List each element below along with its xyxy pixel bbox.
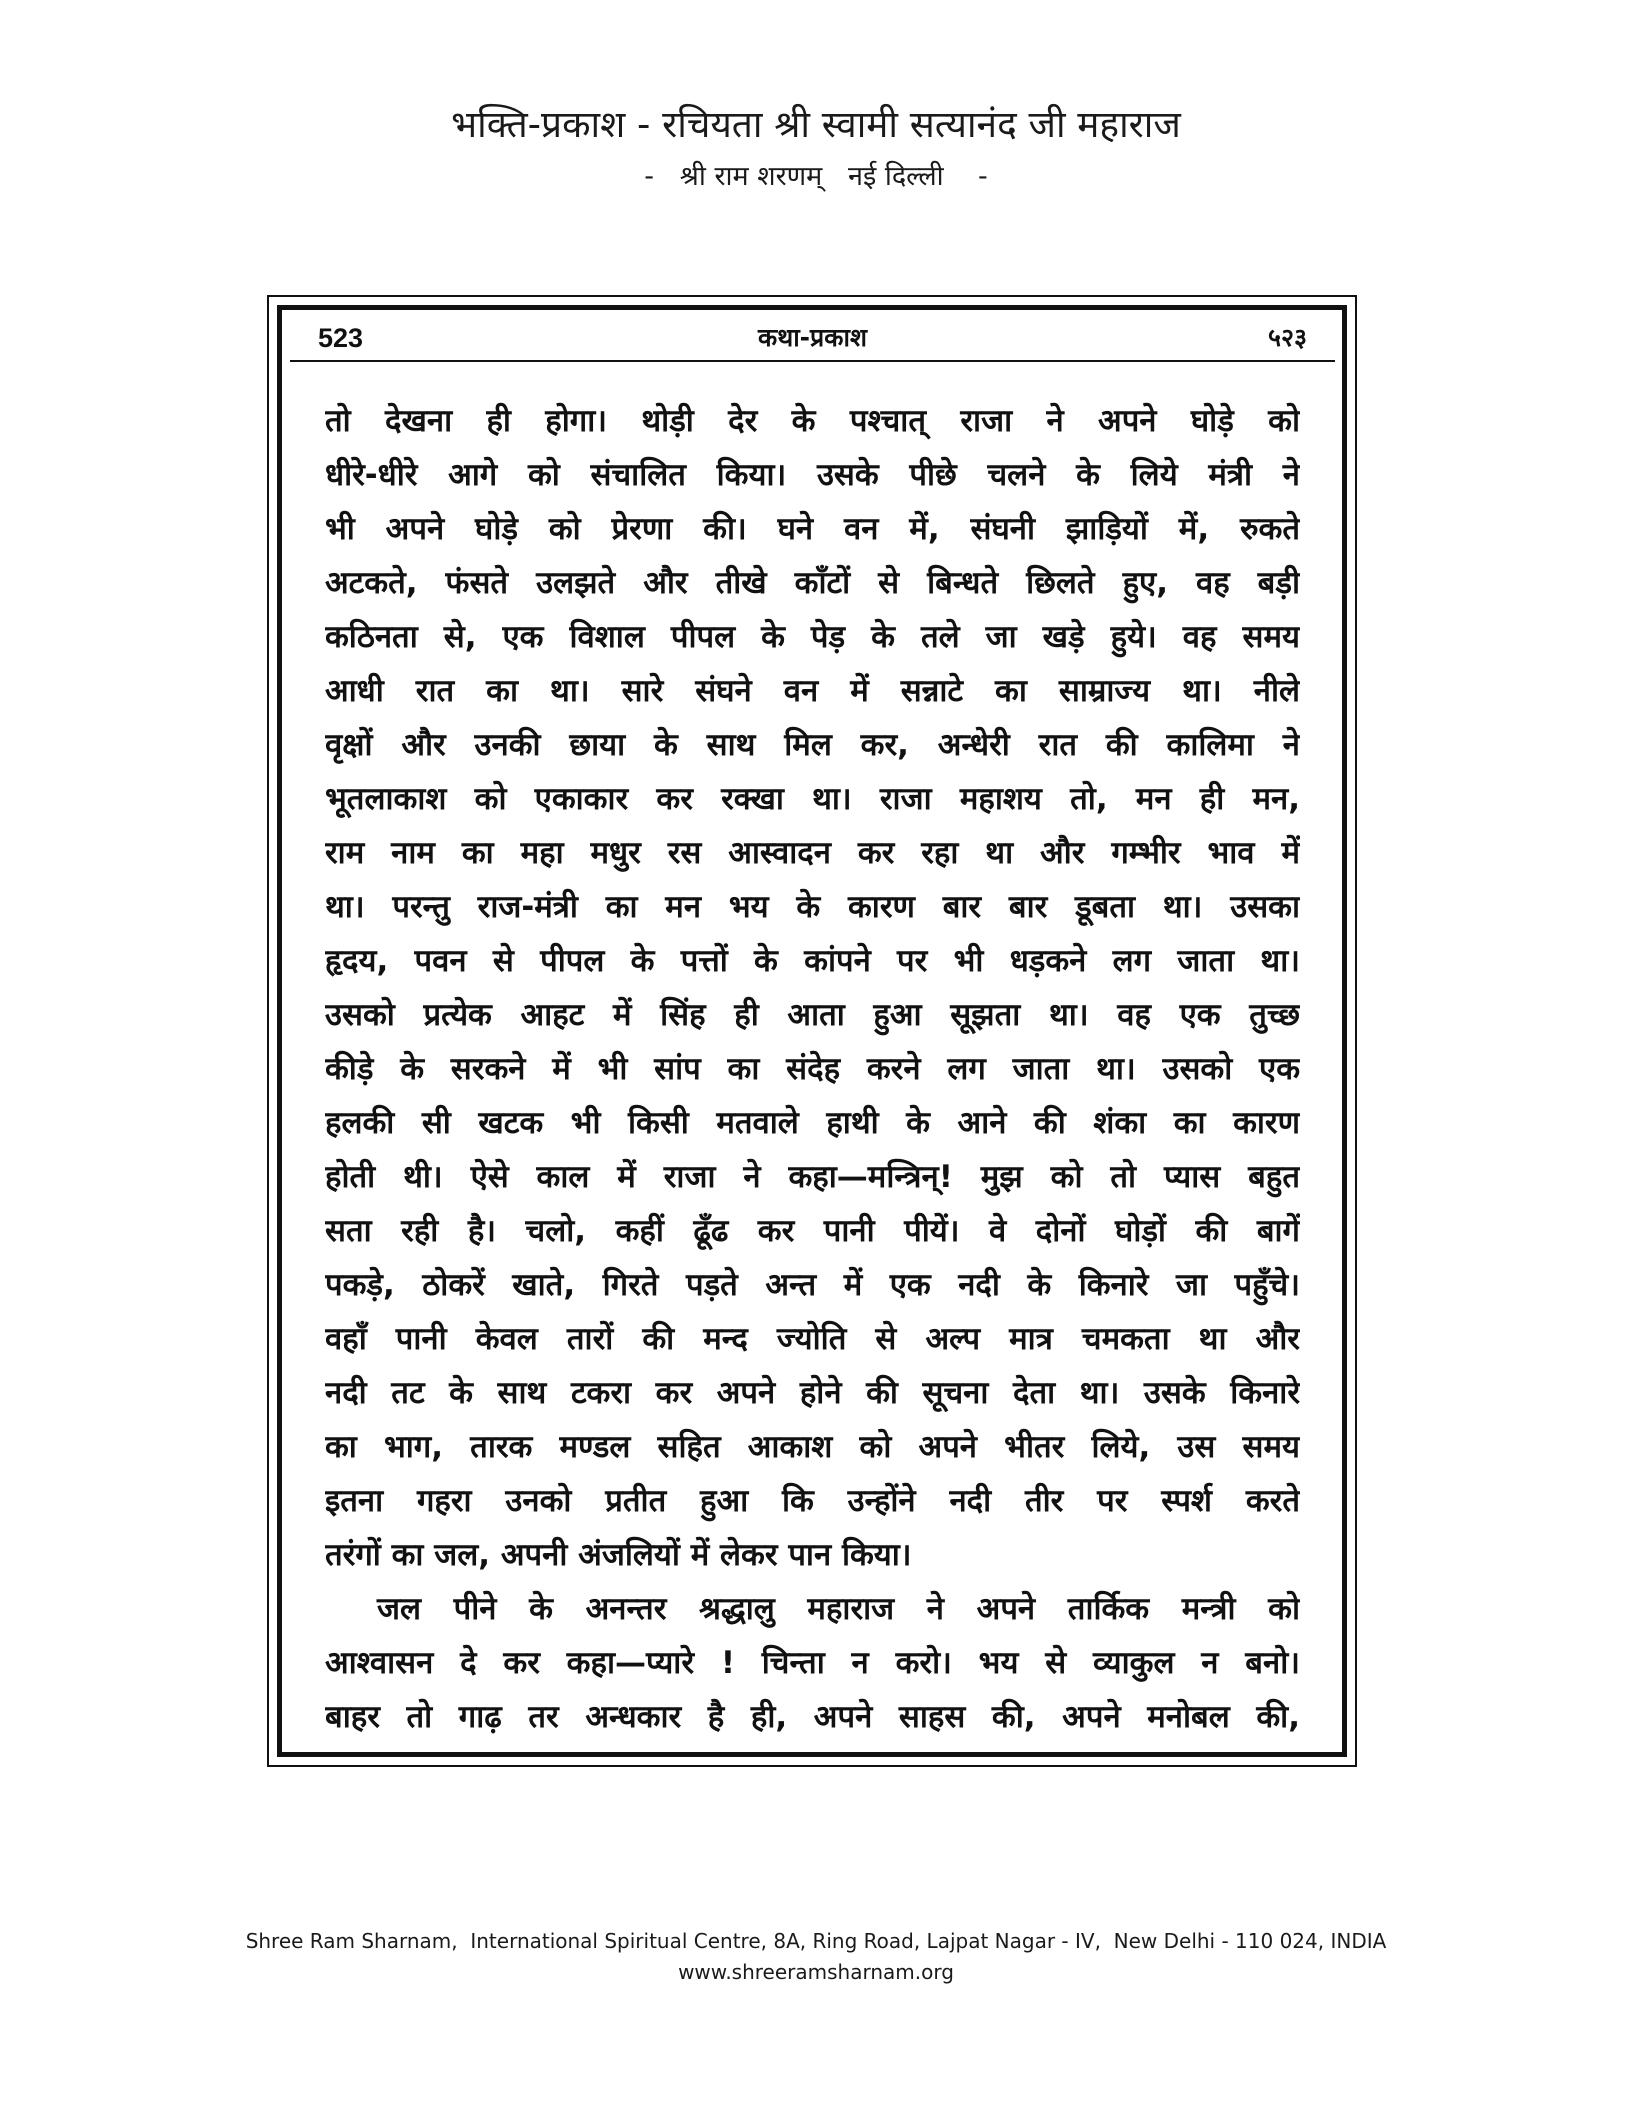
text-line: बाहर तो गाढ़ तर अन्धकार है ही, अपने साहस की, अपने मनोबल की, bbox=[325, 1699, 1300, 1735]
publisher-subtitle: - श्री राम शरणम् नई दिल्ली - bbox=[644, 161, 988, 192]
paragraph-end-line: तरंगों का जल, अपनी अंजलियों में लेकर पान किया। bbox=[325, 1537, 912, 1573]
text-line: वृक्षों और उनकी छाया के साथ मिल कर, अन्धेरी रात की कालिमा ने bbox=[325, 727, 1300, 763]
text-line: राम नाम का महा मधुर रस आस्वादन कर रहा था और गम्भीर भाव में bbox=[325, 835, 1300, 871]
text-line: भूतलाकाश को एकाकार कर रक्खा था। राजा महाशय तो, मन ही मन, bbox=[325, 781, 1300, 817]
footer-address: Shree Ram Sharnam, International Spiritual Centre, 8A, Ring Road, Lajpat Nagar - IV, New Delhi - 110 024, INDIA bbox=[245, 1929, 1387, 1953]
text-line: उसको प्रत्येक आहट में सिंह ही आता हुआ सूझता था। वह एक तुच्छ bbox=[325, 997, 1300, 1033]
text-line: कठिनता से, एक विशाल पीपल के पेड़ के तले जा खड़े हुये। वह समय bbox=[325, 619, 1300, 655]
text-line: होती थी। ऐसे काल में राजा ने कहा—मन्त्रिन्! मुझ को तो प्यास बहुत bbox=[325, 1159, 1300, 1195]
text-line: इतना गहरा उनको प्रतीत हुआ कि उन्होंने नदी तीर पर स्पर्श करते bbox=[325, 1483, 1300, 1519]
document-footer bbox=[0, 1925, 1632, 1987]
text-line: था। परन्तु राज-मंत्री का मन भय के कारण बार बार डूबता था। उसका bbox=[325, 889, 1300, 925]
text-line: कीड़े के सरकने में भी सांप का संदेह करने लग जाता था। उसको एक bbox=[325, 1051, 1300, 1087]
paragraph-start-line: जल पीने के अनन्तर श्रद्धालु महाराज ने अपने तार्किक मन्त्री को bbox=[377, 1591, 1300, 1627]
text-line: का भाग, तारक मण्डल सहित आकाश को अपने भीतर लिये, उस समय bbox=[325, 1429, 1300, 1465]
section-title: कथा-प्रकाश bbox=[758, 323, 867, 352]
text-line: अटकते, फंसते उलझते और तीखे काँटों से बिन्धते छिलते हुए, वह बड़ी bbox=[325, 565, 1300, 601]
body-text bbox=[325, 394, 1300, 1744]
text-line: हृदय, पवन से पीपल के पत्तों के कांपने पर भी धड़कने लग जाता था। bbox=[325, 943, 1300, 979]
text-line: भी अपने घोड़े को प्रेरणा की। घने वन में, संघनी झाड़ियों में, रुकते bbox=[325, 511, 1300, 547]
document-header bbox=[0, 100, 1632, 198]
running-head bbox=[290, 316, 1335, 362]
text-line: नदी तट के साथ टकरा कर अपने होने की सूचना देता था। उसके किनारे bbox=[325, 1375, 1300, 1411]
text-line: वहाँ पानी केवल तारों की मन्द ज्योति से अल्प मात्र चमकता था और bbox=[325, 1321, 1300, 1357]
page-number-devanagari: ५२३ bbox=[1267, 323, 1307, 352]
footer-website: www.shreeramsharnam.org bbox=[678, 1960, 954, 1984]
text-line: आश्वासन दे कर कहा—प्यारे ! चिन्ता न करो। भय से व्याकुल न बनो। bbox=[325, 1645, 1300, 1681]
page-number-arabic: 523 bbox=[318, 323, 364, 353]
text-line: आधी रात का था। सारे संघने वन में सन्नाटे का साम्राज्य था। नीले bbox=[325, 673, 1300, 709]
text-line: सता रही है। चलो, कहीं ढूँढ कर पानी पीयें। वे दोनों घोड़ों की बागें bbox=[325, 1213, 1300, 1249]
text-line: हलकी सी खटक भी किसी मतवाले हाथी के आने की शंका का कारण bbox=[325, 1105, 1300, 1141]
book-title: भक्ति-प्रकाश - रचियता श्री स्वामी सत्यानंद जी महाराज bbox=[451, 103, 1181, 146]
text-line: धीरे-धीरे आगे को संचालित किया। उसके पीछे चलने के लिये मंत्री ने bbox=[325, 457, 1300, 493]
text-line: पकड़े, ठोकरें खाते, गिरते पड़ते अन्त में एक नदी के किनारे जा पहुँचे। bbox=[325, 1267, 1300, 1303]
text-line: तो देखना ही होगा। थोड़ी देर के पश्चात् राजा ने अपने घोड़े को bbox=[325, 403, 1300, 439]
